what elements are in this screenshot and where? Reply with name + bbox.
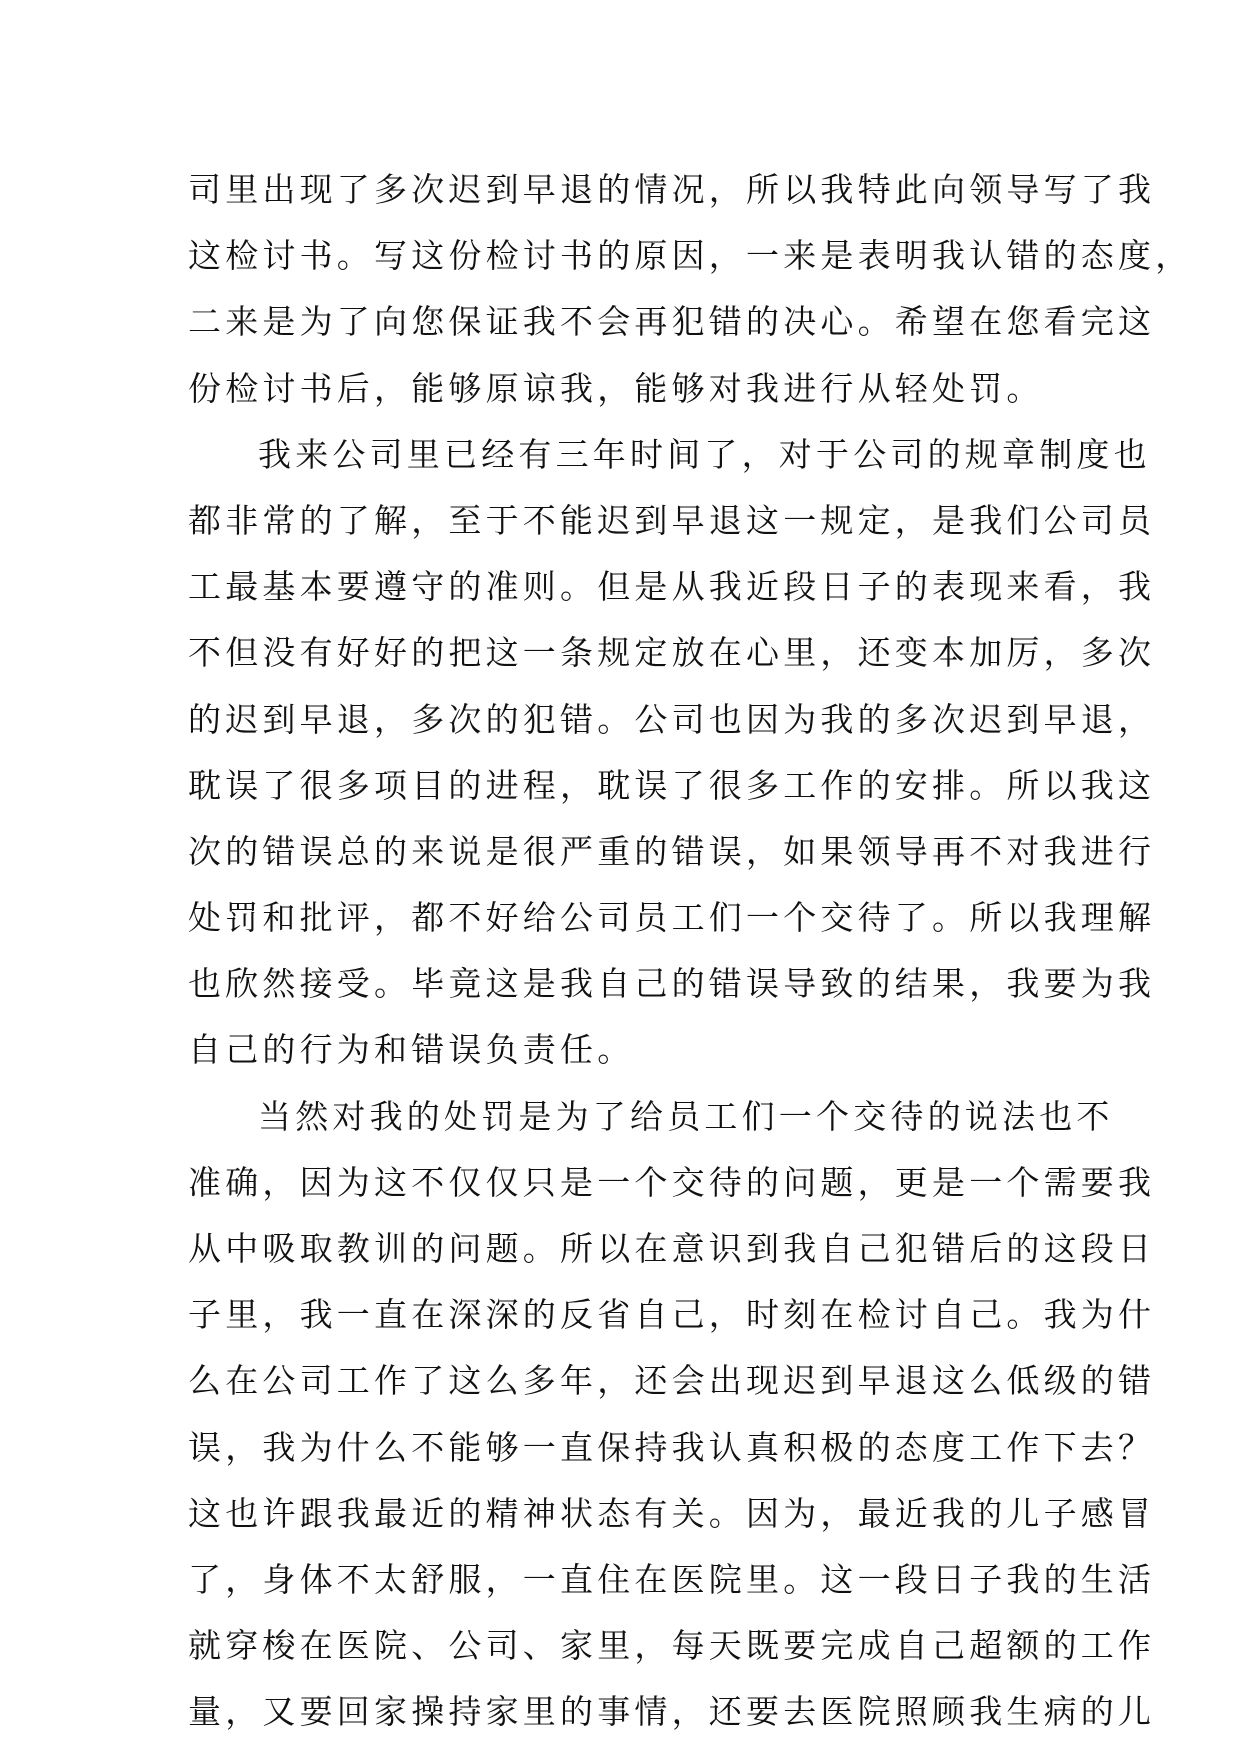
text-line: 耽误了很多项目的进程，耽误了很多工作的安排。所以我这 <box>188 765 1156 805</box>
text-line: 份检讨书后，能够原谅我，能够对我进行从轻处罚。 <box>188 368 1044 408</box>
text-line: 工最基本要遵守的准则。但是从我近段日子的表现来看，我 <box>188 567 1156 607</box>
text-line: 处罚和批评，都不好给公司员工们一个交待了。所以我理解 <box>188 898 1156 938</box>
text-line: 都非常的了解，至于不能迟到早退这一规定，是我们公司员 <box>188 500 1156 540</box>
text-line: 了，身体不太舒服，一直住在医院里。这一段日子我的生活 <box>188 1559 1156 1599</box>
text-line: 这检讨书。写这份检讨书的原因，一来是表明我认错的态度， <box>188 236 1193 276</box>
text-line: 二来是为了向您保证我不会再犯错的决心。希望在您看完这 <box>188 302 1156 342</box>
text-line: 次的错误总的来说是很严重的错误，如果领导再不对我进行 <box>188 831 1156 871</box>
text-line: 么在公司工作了这么多年，还会出现迟到早退这么低级的错 <box>188 1361 1156 1401</box>
text-line: 量，又要回家操持家里的事情，还要去医院照顾我生病的儿 <box>188 1692 1156 1732</box>
text-line: 子里，我一直在深深的反省自己，时刻在检讨自己。我为什 <box>188 1295 1156 1335</box>
text-line: 自己的行为和错误负责任。 <box>188 1030 635 1070</box>
text-line: 的迟到早退，多次的犯错。公司也因为我的多次迟到早退， <box>188 699 1156 739</box>
text-line: 准确，因为这不仅仅只是一个交待的问题，更是一个需要我 <box>188 1162 1156 1202</box>
paragraph-start-line: 我来公司里已经有三年时间了，对于公司的规章制度也 <box>258 434 1151 474</box>
text-line: 从中吸取教训的问题。所以在意识到我自己犯错后的这段日 <box>188 1229 1156 1268</box>
text-line: 误，我为什么不能够一直保持我认真积极的态度工作下去？ <box>188 1427 1156 1467</box>
text-line: 不但没有好好的把这一条规定放在心里，还变本加厉，多次 <box>188 633 1156 673</box>
paragraph-start-line: 当然对我的处罚是为了给员工们一个交待的说法也不 <box>258 1096 1114 1136</box>
text-line: 就穿梭在医院、公司、家里，每天既要完成自己超额的工作 <box>188 1626 1156 1666</box>
body-text <box>188 157 1193 1746</box>
text-line: 这也许跟我最近的精神状态有关。因为，最近我的儿子感冒 <box>188 1493 1156 1533</box>
text-line: 司里出现了多次迟到早退的情况，所以我特此向领导写了我 <box>188 170 1156 209</box>
text-line: 也欣然接受。毕竟这是我自己的错误导致的结果，我要为我 <box>188 964 1156 1004</box>
